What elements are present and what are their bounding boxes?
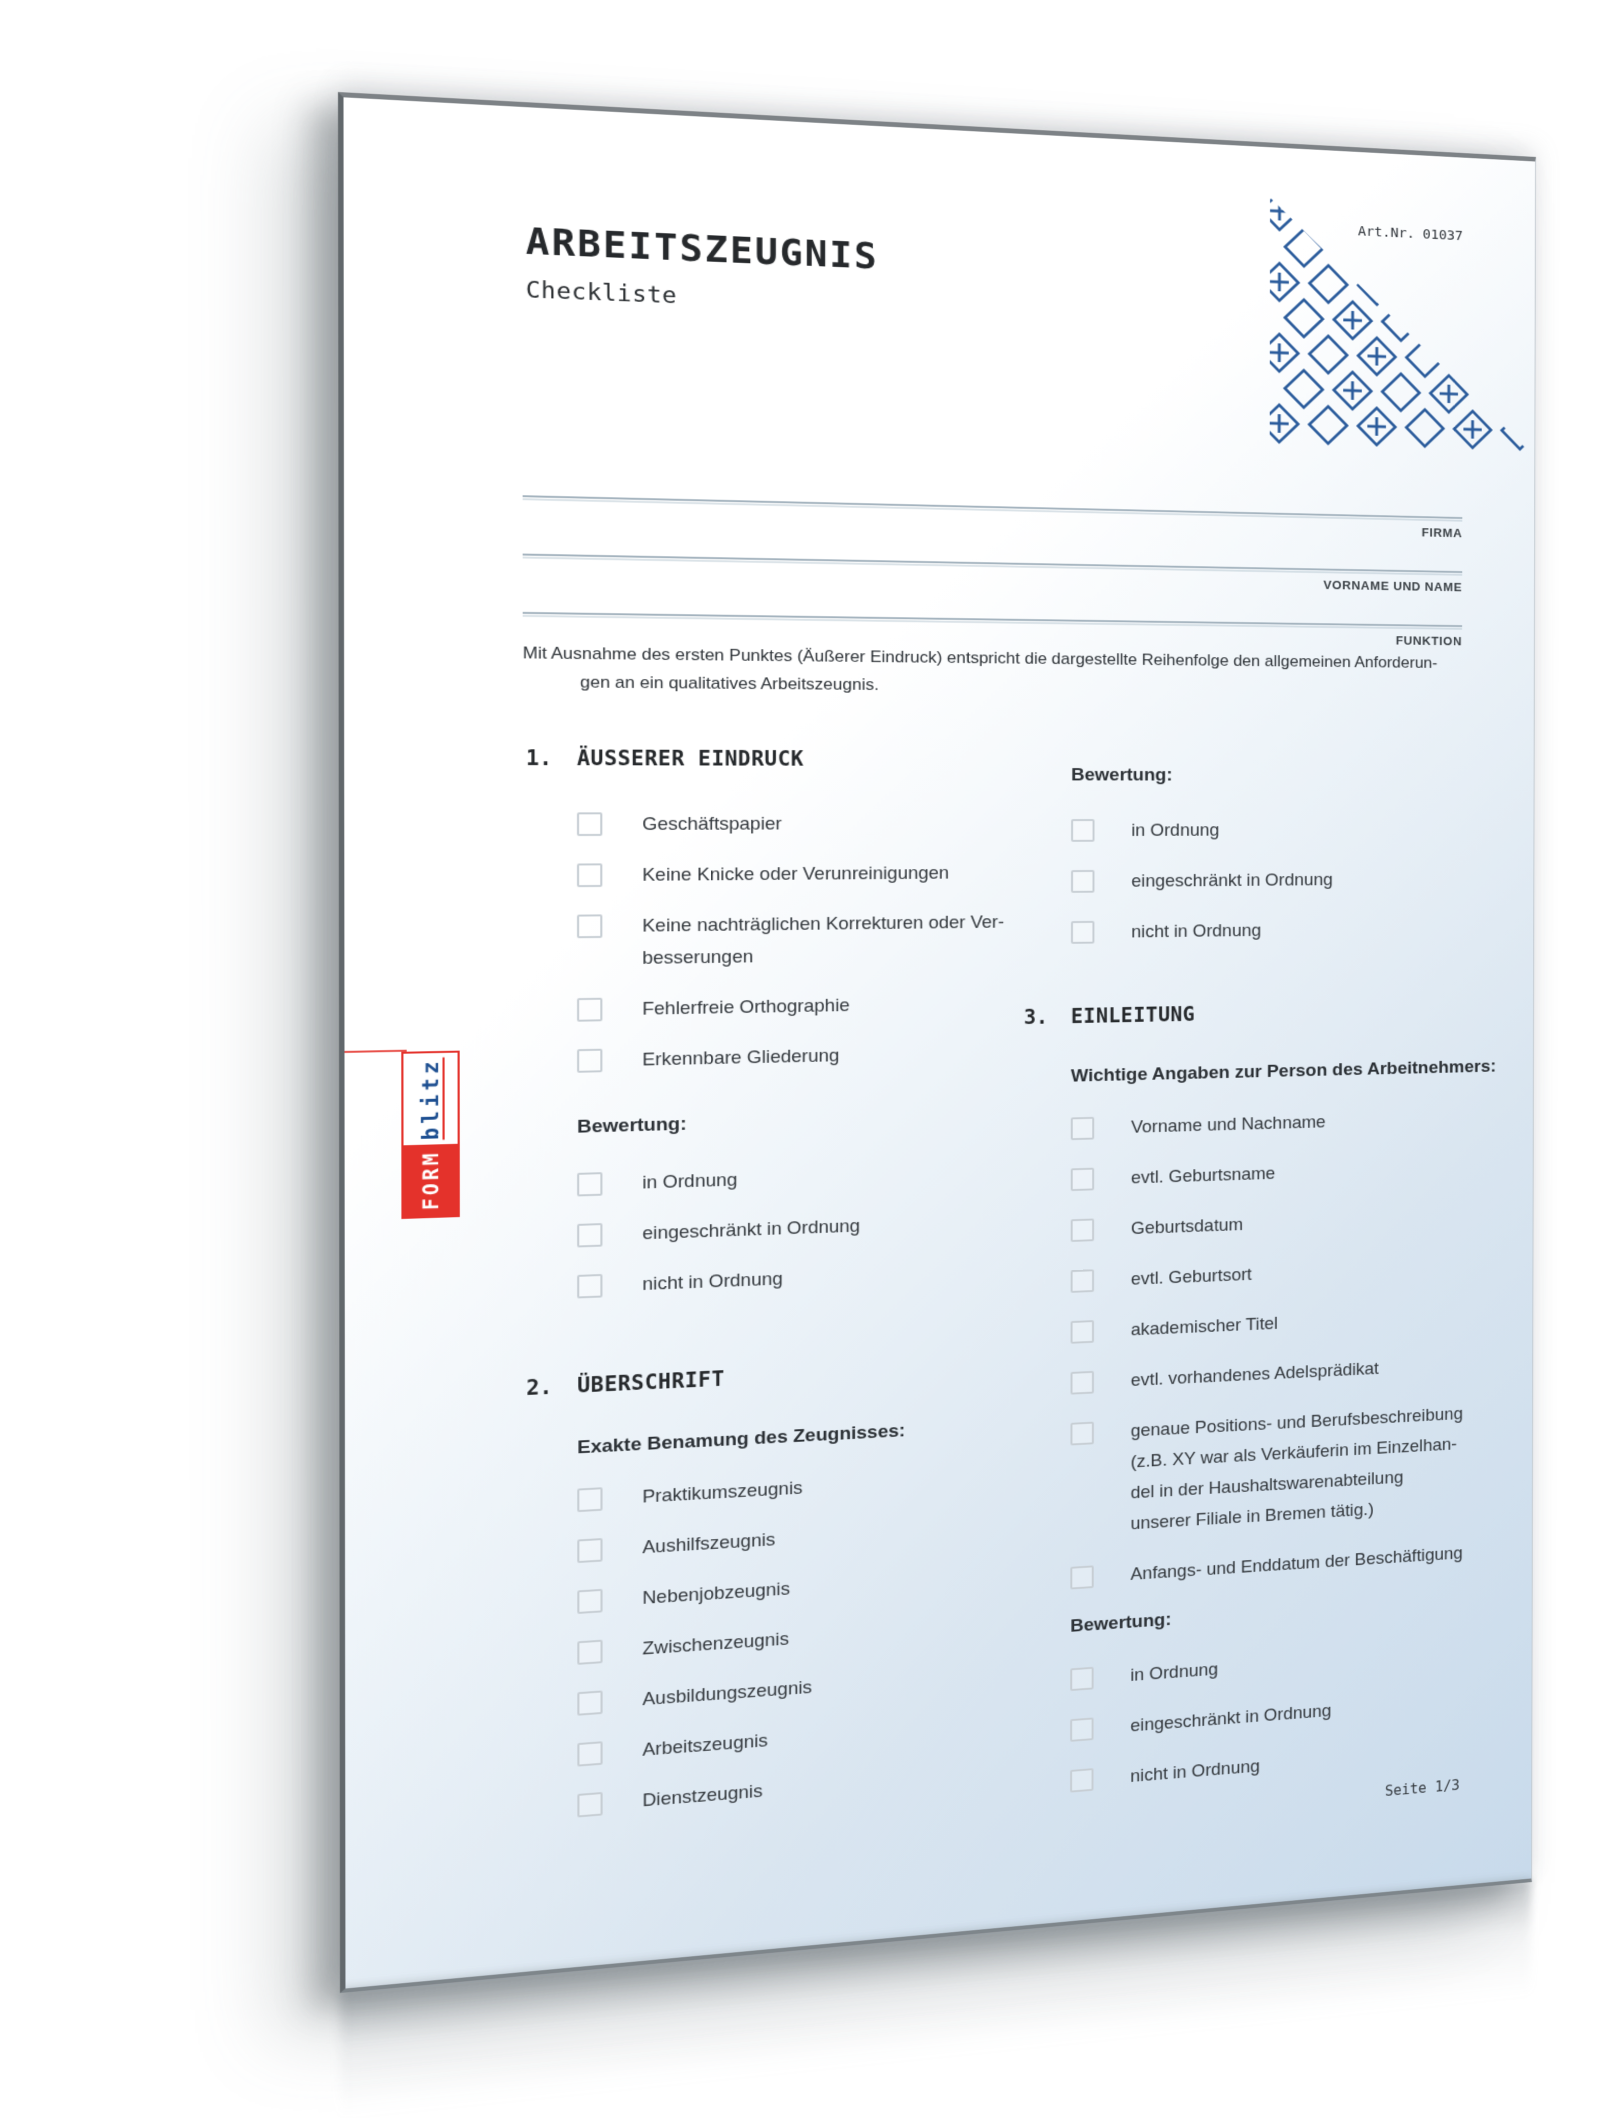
checkbox[interactable] <box>577 1792 602 1817</box>
section-caption: Exakte Benamung des Zeugnisses: <box>577 1420 906 1459</box>
rating-option-label: eingeschränkt in Ordnung <box>1130 1700 1332 1736</box>
checkbox[interactable] <box>577 914 602 938</box>
checkbox[interactable] <box>577 998 602 1022</box>
intro-line: Mit Ausnahme des ersten Punktes (Äußerer Eindruck) entspricht die dargestellte Reihenfolge den allgemeinen Anforderun- <box>522 643 1438 672</box>
checklist-item-row <box>577 1609 1027 1668</box>
rating-option-label: nicht in Ordnung <box>1130 1755 1260 1786</box>
logo-form-text: FORM <box>404 1144 458 1217</box>
intro-paragraph <box>523 639 1517 704</box>
item-label: Vorname und Nachname <box>1131 1111 1326 1137</box>
checklist-item-row <box>1071 1202 1506 1245</box>
checkbox[interactable] <box>1071 1168 1094 1191</box>
checklist-item-row <box>577 1560 1027 1618</box>
rating-row <box>1071 915 1506 948</box>
field-vorname-name <box>523 554 1463 603</box>
checklist-item-row <box>1070 1399 1505 1543</box>
checkbox[interactable] <box>577 1741 602 1766</box>
checkbox[interactable] <box>1071 870 1094 893</box>
logo-rule <box>344 1050 406 1053</box>
rating-option-label: in Ordnung <box>642 1169 738 1193</box>
checkbox[interactable] <box>577 863 602 887</box>
formblitz-logo-inner <box>401 1051 460 1219</box>
checklist-item-row <box>577 859 1028 891</box>
checklist-item-row <box>1071 1251 1506 1296</box>
section-caption: Wichtige Angaben zur Person des Arbeitnehmers: <box>1070 1056 1497 1087</box>
field-firma <box>523 495 1463 548</box>
intro-line: gen an ein qualitatives Arbeitszeugnis. <box>580 672 879 694</box>
page-title: ARBEITSZEUGNIS <box>525 220 879 278</box>
checkbox[interactable] <box>577 1274 602 1299</box>
item-label: Anfangs- und Enddatum der Beschäftigung <box>1130 1542 1463 1584</box>
rating-option-label: nicht in Ordnung <box>1131 920 1262 942</box>
section-title: ÄUSSERER EINDRUCK <box>576 746 804 771</box>
field-label: FUNKTION <box>1395 633 1463 649</box>
item-label: Dienstzeugnis <box>642 1780 763 1811</box>
checklist-item-row <box>577 989 1028 1026</box>
checkbox[interactable] <box>577 1589 602 1614</box>
page-subtitle: Checkliste <box>525 277 678 310</box>
rating-row <box>1071 866 1506 897</box>
checklist-item-row <box>1071 1104 1506 1144</box>
checklist-item-row <box>577 908 1028 974</box>
rating-option-label: nicht in Ordnung <box>642 1268 783 1294</box>
checklist-item-row <box>577 1658 1027 1719</box>
section-number: 2. <box>526 1375 553 1400</box>
rating-option-label: eingeschränkt in Ordnung <box>642 1215 861 1244</box>
checkbox[interactable] <box>1070 1768 1093 1792</box>
checkbox[interactable] <box>1071 1117 1094 1140</box>
checkbox[interactable] <box>577 1690 602 1715</box>
checkbox[interactable] <box>1071 1371 1094 1395</box>
item-label: Erkennbare Gliederung <box>642 1044 840 1070</box>
item-label: Ausbildungszeugnis <box>642 1676 813 1710</box>
checklist-item-row <box>577 810 1028 840</box>
checkbox[interactable] <box>577 1223 602 1247</box>
checkbox[interactable] <box>1071 1320 1094 1344</box>
rating-row <box>1070 1635 1504 1694</box>
item-label: Praktikumszeugnis <box>642 1477 803 1507</box>
item-label: Geschäftspapier <box>642 813 782 834</box>
item-label: akademischer Titel <box>1130 1313 1278 1340</box>
item-label: Zwischenzeugnis <box>642 1628 789 1659</box>
item-label: Geburtsdatum <box>1130 1214 1244 1238</box>
article-number: Art.Nr. 01037 <box>1357 224 1463 244</box>
column-left <box>526 745 1028 1847</box>
input-line[interactable] <box>523 554 1463 573</box>
section-number: 1. <box>525 746 553 771</box>
checkbox[interactable] <box>577 812 602 836</box>
checkbox[interactable] <box>577 1538 602 1563</box>
rating-heading: Bewertung: <box>1071 765 1173 786</box>
rating-option-label: in Ordnung <box>1131 819 1220 840</box>
rating-option-label: eingeschränkt in Ordnung <box>1131 869 1333 891</box>
checkbox[interactable] <box>577 1487 602 1512</box>
checkbox[interactable] <box>577 1640 602 1665</box>
input-line[interactable] <box>523 612 1462 627</box>
item-label: evtl. vorhandenes Adelsprädikat <box>1130 1358 1379 1390</box>
checklist-item-row <box>577 1756 1027 1821</box>
rating-row <box>577 1157 1028 1200</box>
rating-option-label: in Ordnung <box>1130 1658 1219 1685</box>
section-1-heading <box>526 745 1028 771</box>
formblitz-logo <box>401 1051 460 1219</box>
checklist-item-row <box>1071 1300 1506 1347</box>
checkbox[interactable] <box>1071 1219 1094 1242</box>
rating-heading: Bewertung: <box>577 1114 687 1138</box>
checkbox[interactable] <box>1070 1422 1093 1446</box>
section-number: 3. <box>1023 1005 1049 1029</box>
item-label: evtl. Geburtsname <box>1130 1163 1276 1188</box>
rating-row <box>1071 816 1506 845</box>
input-line[interactable] <box>523 495 1463 519</box>
item-label: Nebenjobzeugnis <box>642 1578 791 1608</box>
field-label: VORNAME UND NAME <box>1323 577 1463 595</box>
section-title: EINLEITUNG <box>1070 1003 1196 1028</box>
item-label: Arbeitszeugnis <box>642 1729 768 1760</box>
checklist-item-row <box>1071 1349 1506 1398</box>
checklist-item-row <box>577 1038 1028 1077</box>
checkbox[interactable] <box>1071 819 1094 842</box>
checkbox[interactable] <box>1071 1269 1094 1293</box>
item-label: Keine Knicke oder Verunreinigungen <box>642 862 950 885</box>
item-label: evtl. Geburtsort <box>1130 1264 1252 1289</box>
item-label: Aushilfszeugnis <box>642 1528 776 1558</box>
checkbox[interactable] <box>577 1049 602 1073</box>
checkbox[interactable] <box>1070 1667 1093 1691</box>
section-3-heading <box>1024 997 1506 1030</box>
checkbox[interactable] <box>577 1172 602 1196</box>
rating-heading: Bewertung: <box>1070 1609 1172 1637</box>
checklist-item-row <box>577 1462 1027 1516</box>
rating-row <box>1070 1684 1504 1745</box>
field-label: FIRMA <box>1421 525 1463 541</box>
checklist-item-row <box>1070 1537 1504 1593</box>
page-indicator: Seite 1/3 <box>1384 1776 1460 1800</box>
section-2-heading <box>526 1352 1027 1401</box>
column-right <box>1023 747 1506 1823</box>
section-title: ÜBERSCHRIFT <box>577 1367 725 1398</box>
checklist-item-row <box>577 1511 1027 1567</box>
diamond-corner-pattern <box>1270 198 1532 454</box>
checkbox[interactable] <box>1070 1565 1093 1589</box>
logo-blitz-text: blitz <box>417 1057 444 1141</box>
document-page <box>338 92 1536 1993</box>
item-label: Keine nachträglichen Korrekturen oder Ver- besserungen <box>642 911 1005 968</box>
item-label: genaue Positions- und Berufsbeschreibung (z.B. XY war als Verkäuferin im Einzelhan- del in der Haushaltswarenabteilung unserer Filiale in Bremen tätig.) <box>1130 1403 1464 1534</box>
checkbox[interactable] <box>1071 921 1094 944</box>
item-label: Fehlerfreie Orthographie <box>642 994 850 1019</box>
checkbox[interactable] <box>1070 1717 1093 1741</box>
checklist-item-row <box>1071 1153 1506 1195</box>
rating-row <box>577 1207 1027 1252</box>
rating-row <box>577 1256 1027 1303</box>
